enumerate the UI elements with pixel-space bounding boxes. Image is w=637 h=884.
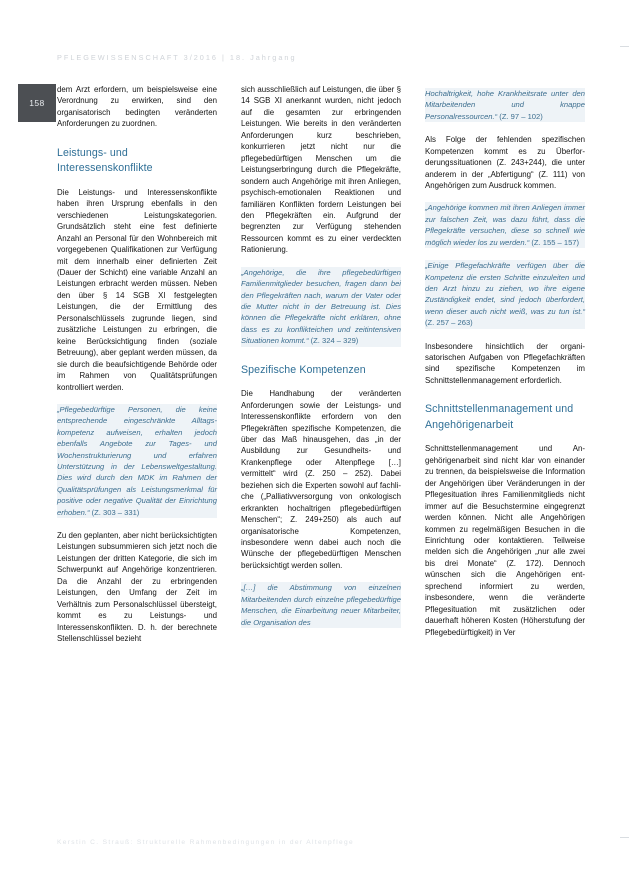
page-number-chip: 158: [18, 84, 56, 122]
quote-text: „Angehörige kommen mit ihren Anliegen immer zur falschen Zeit, was dazu führt, dass die Pflegekräfte versuchen, diese so schnell wie möglich wieder los zu werden.“: [425, 203, 585, 247]
quote-text: Hochaltrigkeit, hohe Krankheitsrate unter den Mitarbeitenden und knappe Personalressourcen.“: [425, 89, 585, 121]
pull-quote-angehoerige-falsche-zeit: [425, 202, 585, 248]
crop-mark-top-right: [620, 46, 629, 47]
quote-reference: (Z. 303 – 331): [91, 507, 140, 517]
crop-mark-bottom-right: [620, 837, 629, 838]
quote-text: „Pflegebedürftige Personen, die keine entsprechende eingeschränkte Alltagskompetenz aufweisen, erhalten jedoch ebenfalls Angebote zur Tages- und Wochenstrukturierung und erfahren Unterstützung in der Lebensweltgestaltung. Dies wird durch den MDK im Rahmen der Qualitätsprüfungen als Leistungsmerkmal für positive oder negative Qualität der Einrichtung erhoben.“: [57, 404, 217, 517]
quote-reference: (Z. 155 – 157): [531, 237, 580, 247]
running-head: PFLEGEWISSENSCHAFT 3/2016 | 18. Jahrgang: [57, 53, 297, 62]
page-footer: Kerstin C. Strauß: Strukturelle Rahmenbedingungen in der Altenpflege: [57, 839, 355, 846]
quote-text: „Einige Pflegefachkräfte verfügen über die Kompetenz die ersten Schritte einzuleiten und den Arzt hinzu zu ziehen, wo ihre eigene Zuständigkeit endet, sind jedoch überfordert, wenn dieser auch nicht weiß, was zu tun ist.“: [425, 261, 585, 316]
paragraph-handhabung-anforderungen: Die Handhabung der veränderten Anforderungen sowie der Leistungs- und Interessenskonflikte erfordern von den Pflegekräften spezifische Kompetenzen, die über das Maß hinausgehen, das „in der Ausbildung zur Gesundheits- und Krankenpflege oder Altenpflege […] vermittelt“ wird (Z. 250 – 252). Dabei beziehen sich die Experten sowohl auf fachliche („Palliativversorgung von onkologisch erkrankten hochaltrigen pflegebedürftigen Menschen“; Z. 249+250) als auch auf organisatorische Kompetenzen, insbesondere wenn dabei auch noch die Wünsche der pflegebedürftigen Menschen berücksichtigt werden sollen.: [241, 389, 401, 570]
section-heading-schnittstellenmanagement: Schnittstellenmanagement und Angehörigenarbeit: [425, 403, 574, 431]
pull-quote-pflegebeduerftige-personen: [57, 404, 217, 518]
pull-quote-hochaltrigkeit: [425, 88, 585, 122]
paragraph-organisatorische-aufgaben: Insbesondere hinsichtlich der organisatorischen Aufgaben von Pflegefachkräften sind spezifische Kompetenzen im Schnittstellenmanagement erforderlich.: [425, 341, 585, 385]
quote-reference: (Z. 97 – 102): [499, 111, 543, 121]
paragraph-continuation: dem Arzt erfordern, um beispielsweise eine Verordnung zu erwirken, sind den organisatorisch bedingten veränderten Anforderungen zu zuordnen.: [57, 85, 217, 129]
paragraph-fehlende-kompetenzen: Als Folge der fehlenden spezifischen Kompetenzen kommt es zu Überforderungssituationen (Z. 243+244), die unter anderem in der „Abfertigung“ (Z. 111) von Angehörigen zum Ausdruck kommen.: [425, 135, 585, 191]
quote-reference: (Z. 324 – 329): [310, 336, 359, 346]
column-2: [241, 84, 401, 826]
section-heading-spezifische-kompetenzen: Spezifische Kompetenzen: [241, 363, 366, 376]
column-1: [57, 84, 217, 826]
paragraph-leistungskonflikte: Die Leistungs- und Interessenskonflikte haben ihren Ursprung ebenfalls in den verschiedenen Leistungskategorien. Grundsätzlich steht eine fest definierte Anzahl an Personal für den Wohnbereich mit vorgegebenen Qualifikationen zur Verfügung mit dem innerhalb einer definierten Zeit (Dauer der Schicht) eine variable Anzahl an Leistungen erbracht werden müssen. Neben den über § 14 SGB XI festgelegten Leistungen, die der Ermittlung des Personalschlüssels zugrunde liegen, sind zusätzliche Leistungen zu erbringen, die keine Berücksichtigung finden (soziale Betreuung), aber geplant werden müssen, da sie durch die beaufsichtigende Behörde oder im Rahmen von Qualitätsprüfungen kontrolliert werden.: [57, 187, 217, 392]
pull-quote-angehoerige-besuchen: [241, 267, 401, 347]
paragraph-geplante-leistungen: Zu den geplanten, aber nicht berücksichtigten Leistungen subsummieren sich jetzt noch die Leistungen der dritten Kategorie, die sich im Schwerpunkt auf Angehörige konzentrieren. Da die Anzahl der zu erbringenden Leistungen, den Umfang der Zeit im Verhältnis zum Personalschlüssel übersteigt, kommt es zu Leistungs- und Interessenskonflikten. D. h. der berechnete Stellenschlüssel bezieht: [57, 531, 217, 644]
quote-text: „Angehörige, die ihre pflegebedürftigen Familienmitglieder besuchen, fragen dann bei den Pflegekräften nach, warum der Vater oder die Mutter nicht in der Betreuung ist. Dies können die Pflegekräfte nicht erklären, ohne dass es zu konflikteichen und zeitintensiven Situationen kommt.“: [241, 267, 401, 346]
text-columns: [57, 84, 585, 826]
section-heading-leistungs-und-interessenskonflikte: Leistungs- und Interessenskonflikte: [57, 146, 153, 175]
pull-quote-einige-pflegefachkraefte: [425, 260, 585, 328]
pull-quote-abstimmung-mitarbeitenden: [241, 582, 401, 628]
paragraph-schnittstellenmanagement: Schnittstellenmanagement und Angehörigenarbeit sind nicht klar von einander zu trennen, da beispielsweise die Information der Angehörigen über Veränderungen in der Pflegesituation ihres Familienmitglieds nicht immer auf die Besuchstermine eingegrenzt werden können. Nicht alle Angehörigen kommen zu regelmäßigen Besuchen in die Einrichtung oder kontaktieren. Teilweise melden sich die Angehörigen „nur alle zwei bis drei Monate“ (Z. 172). Dennoch wünschen sich die Angehörigen entsprechend informiert zu werden, insbesondere, wenn die veränderte Pflegesituation mit zusätzlichen oder dauerhaft höheren Kosten (Höherstufung der Pflegebedürftigkeit) in Ver: [425, 444, 585, 637]
quote-reference: (Z. 257 – 263): [425, 318, 473, 328]
quote-text: „[…] die Abstimmung von einzelnen Mitarbeitenden durch einzelne pflegebedürftige Menschen, die Einarbeitung neuer Mitarbeiter, die Organisation des: [241, 583, 401, 627]
paragraph-leistungen-sgb: sich ausschließlich auf Leistungen, die über § 14 SGB XI anerkannt wurden, nicht jedoch auf die gesamten zur erbringenden Leistungen. Wie bereits in den veränderten Anforderungen kurz beschrieben, konkurrieren jetzt nicht nur die pflegebedürftigen Menschen um die Leistungserbringung durch die Pflegekräfte, sondern auch Angehörige mit ihren Anliegen, psychisch-emotionalen Reaktionen und familiären Konflikten fordern Leistungen bei den Pflegekräften ein. Aufgrund der begrenzten zur Verfügung stehenden Ressourcen kommt es zu einer verdeckten Rationierung.: [241, 85, 401, 255]
column-3: [425, 84, 585, 826]
